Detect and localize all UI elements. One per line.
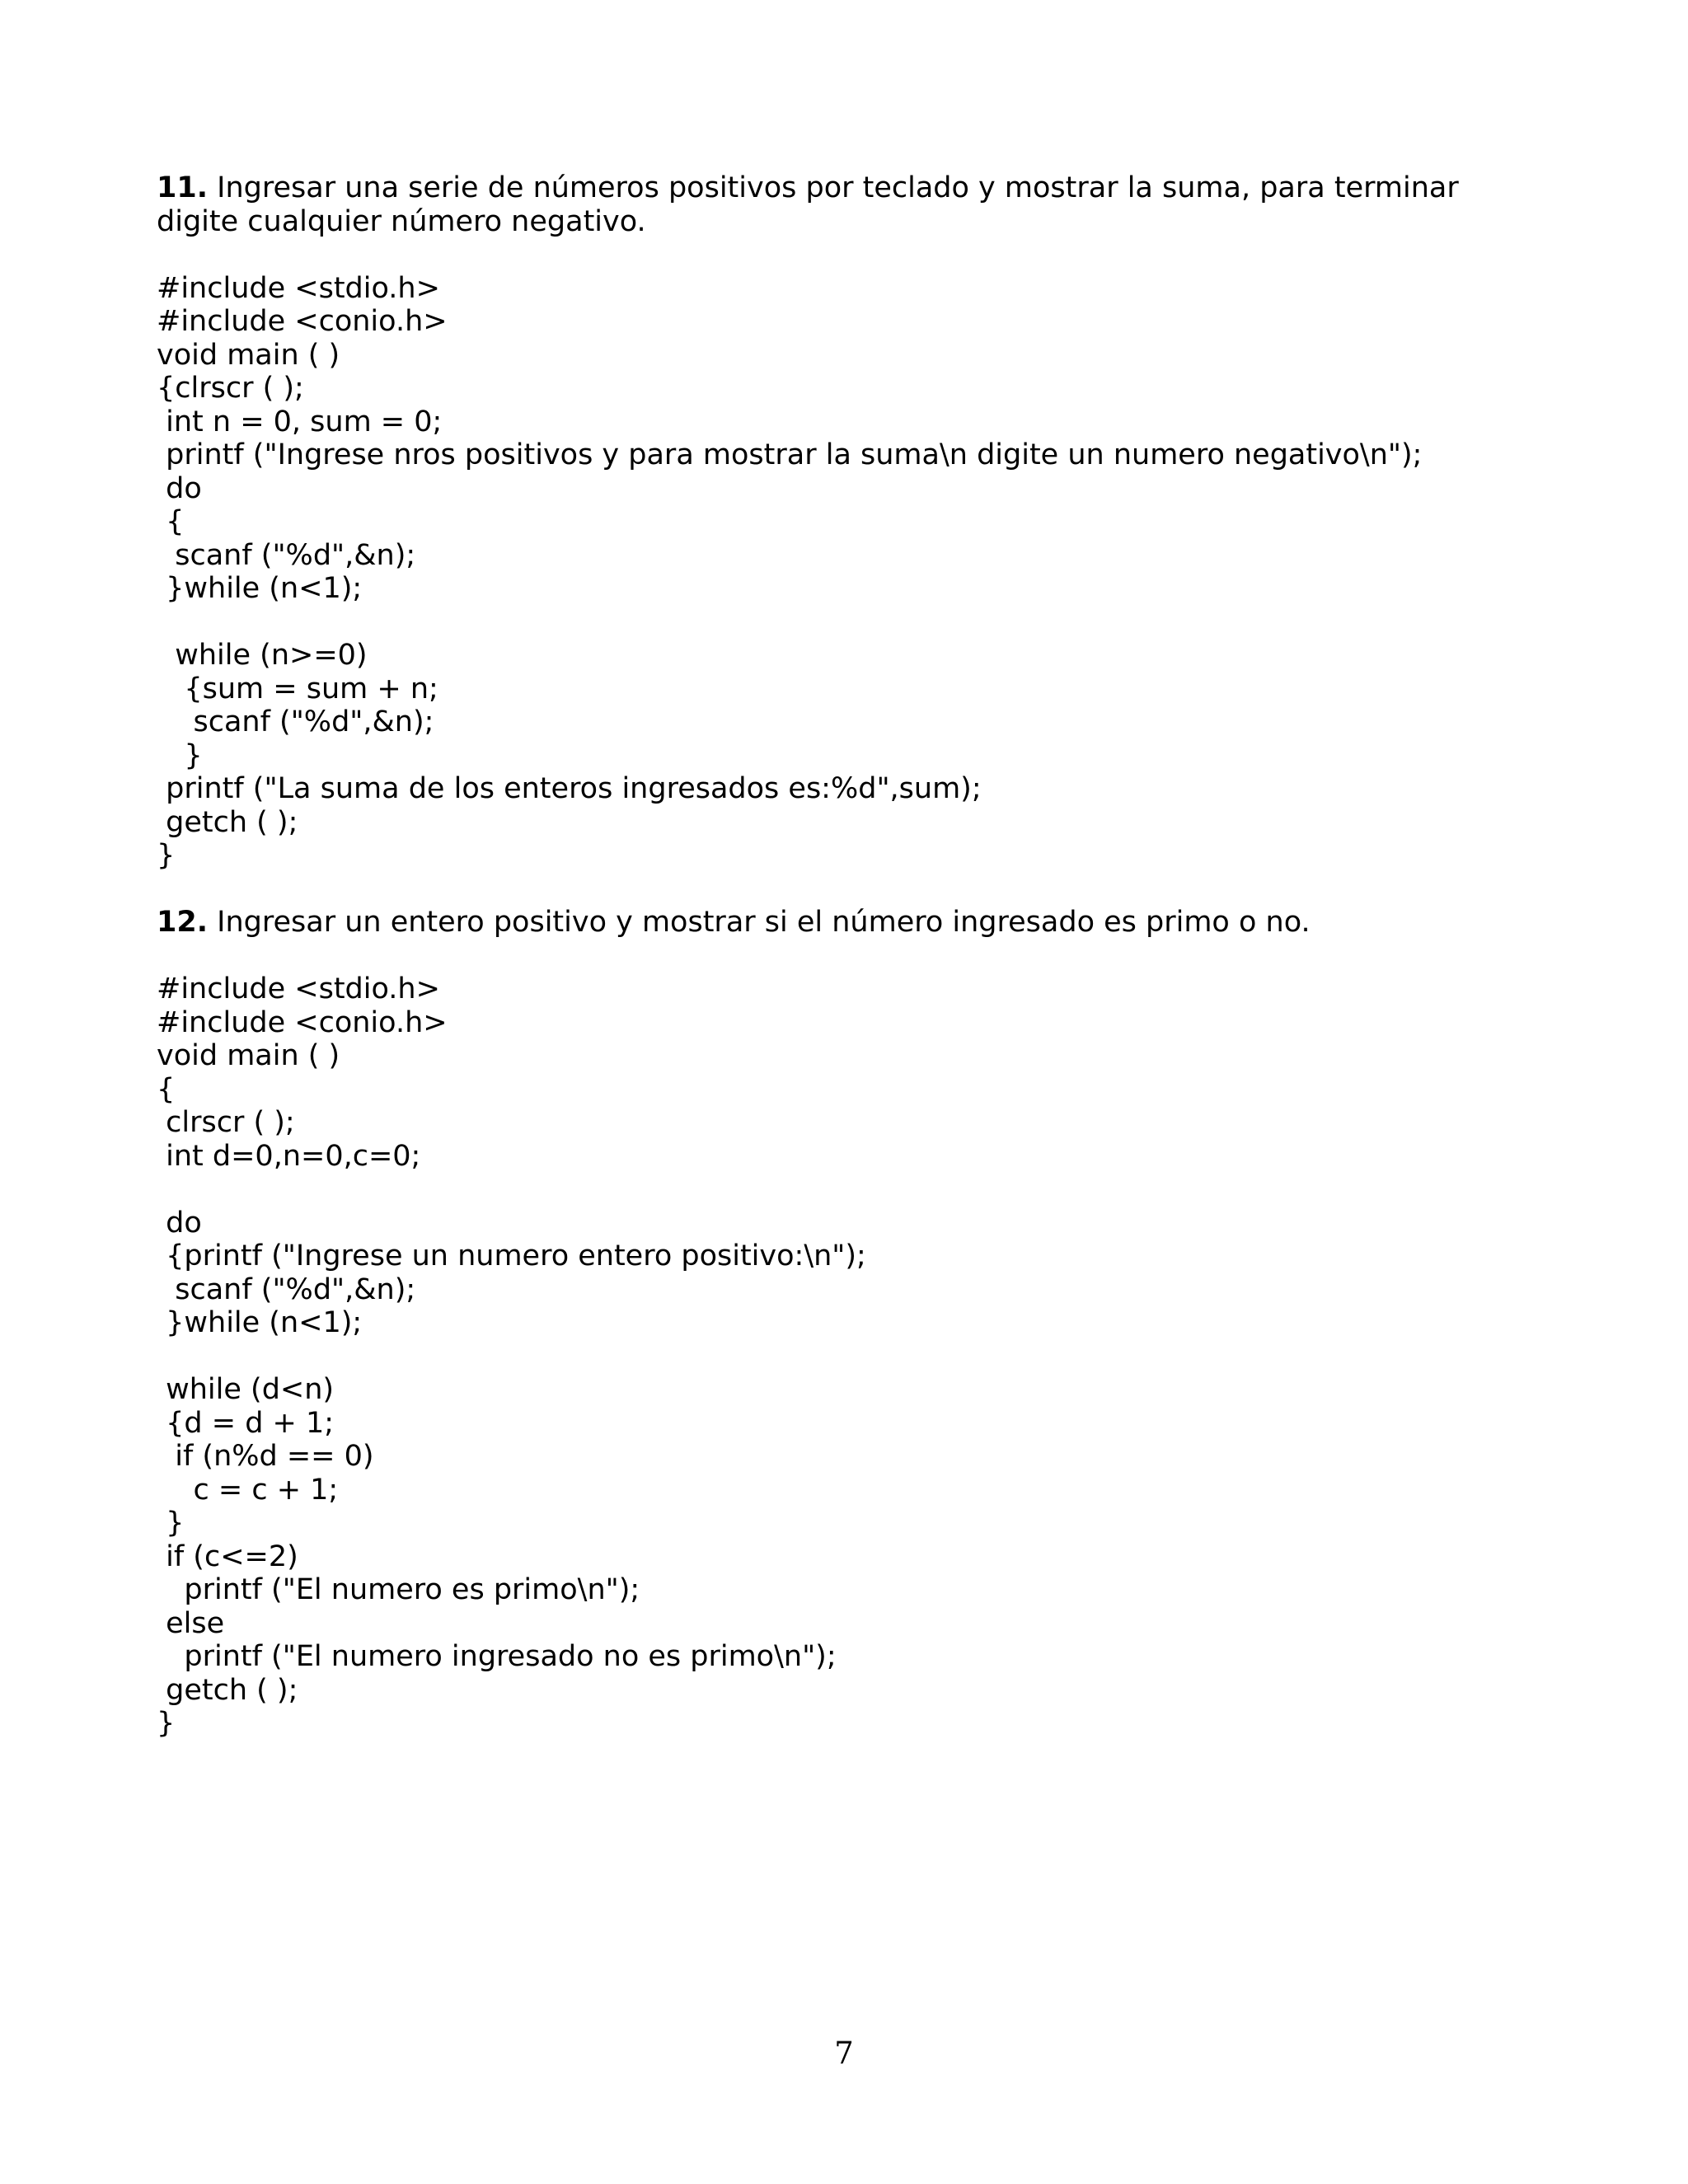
spacer — [157, 238, 1525, 272]
problem-12-number: 12. — [157, 906, 209, 939]
problem-12-code: #include <stdio.h> #include <conio.h> void main ( ) { clrscr ( ); int d=0,n=0,c=0; do {printf ("Ingrese un numero entero positivo:\n"); scanf ("%d",&n); }while (n<1); while (d<n) {d = d + 1; if (n%d == 0) c = c + 1; } if (c<=2) printf ("El numero es primo\n"); else printf ("El numero ingresado no es primo\n"); getch ( ); } — [157, 972, 866, 1740]
problem-12-text: Ingresar un entero positivo y mostrar si el número ingresado es primo o no. — [208, 906, 1311, 939]
spacer — [157, 940, 1525, 973]
page-content — [157, 171, 1525, 1741]
problem-11-code: #include <stdio.h> #include <conio.h> void main ( ) {clrscr ( ); int n = 0, sum = 0; printf ("Ingrese nros positivos y para mostrar la suma\n digite un numero negativo\n"); do { scanf ("%d",&n); }while (n<1); while (n>=0) {sum = sum + n; scanf ("%d",&n); } printf ("La suma de los enteros ingresados es:%d",sum); getch ( ); } — [157, 271, 1423, 872]
spacer — [157, 873, 1525, 907]
problem-11-statement — [157, 171, 1525, 238]
page-number: 7 — [834, 2036, 854, 2071]
problem-12-statement — [157, 906, 1525, 940]
problem-11-text: Ingresar una serie de números positivos por teclado y mostrar la suma, para terminar digite cualquier número negativo. — [157, 171, 1459, 238]
problem-11-number: 11. — [157, 171, 209, 204]
